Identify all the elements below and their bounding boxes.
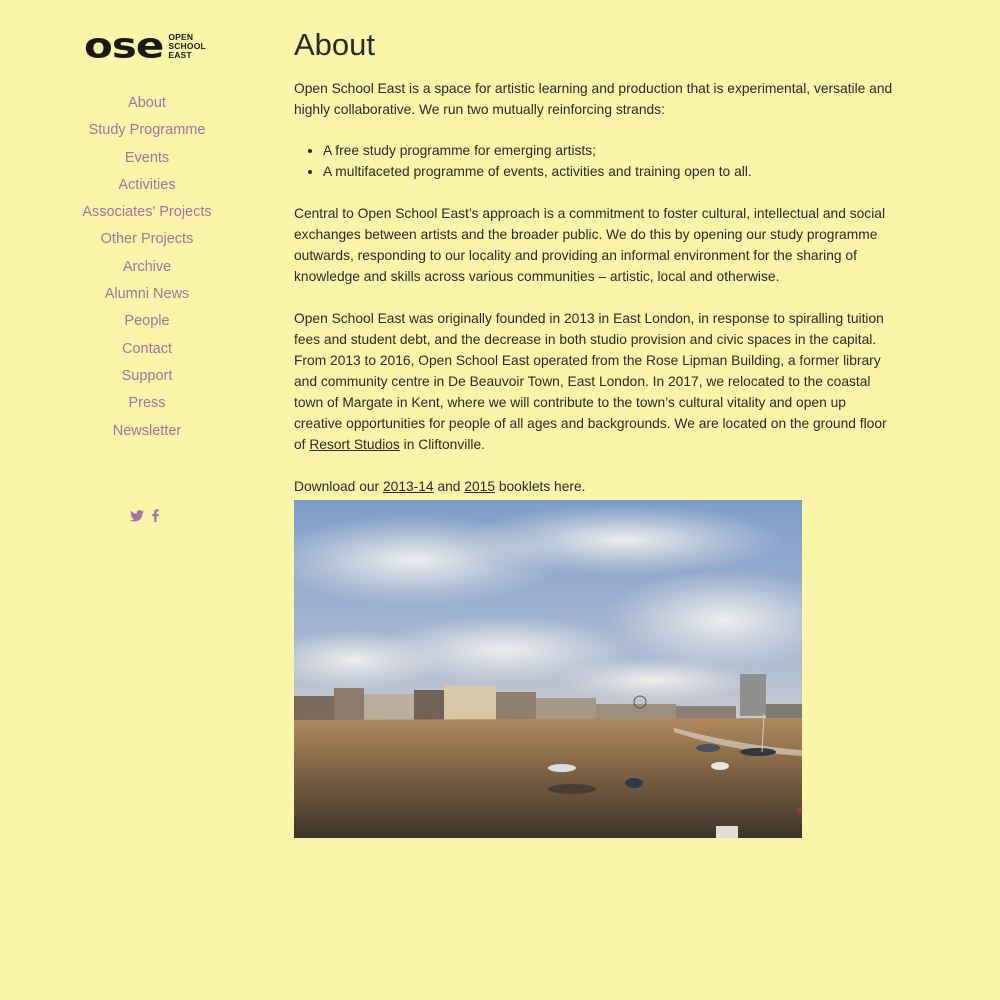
resort-studios-link[interactable]: Resort Studios [309, 437, 400, 452]
nav-link[interactable]: Archive [122, 258, 172, 275]
nav-item-study-programme [0, 119, 294, 146]
nav-item-contact [0, 338, 294, 365]
download-text-mid: and [433, 479, 465, 494]
download-text: Download our [294, 479, 383, 494]
site-logo[interactable] [84, 25, 214, 66]
nav-item-people [0, 310, 294, 337]
history-text: Open School East was originally founded in 2013 in East London, in response to spiralling tuition fees and student debt, and the decrease in both studio provision and civic spaces in the capital. From 2013 to 2016, Open School East operated from the Rose Lipman Building, a former library and community centre in De Beauvoir Town, East London. In 2017, we relocated to the coastal town of Margate in Kent, where we will contribute to the town’s cultural vitality and open up creative opportunities for people of all ages and backgrounds. We are located on the ground floor of [294, 311, 887, 452]
social-links [130, 509, 159, 522]
nav-link[interactable]: Other Projects [100, 231, 194, 248]
approach-paragraph: Central to Open School East’s approach is a commitment to foster cultural, intellectual and social exchanges between artists and the broader public. We do this by opening our study programme outwards, responding to our locality and providing an informal environment for the sharing of knowledge and skills across various communities – artistic, local and otherwise. [294, 206, 886, 284]
nav-link[interactable]: Support [121, 367, 173, 384]
logo-wordmark [168, 33, 206, 60]
nav-link[interactable]: Study Programme [88, 122, 206, 139]
history-text-end: in Cliftonville. [399, 437, 485, 452]
list-item: • A free study programme for emerging artists; [323, 141, 894, 162]
download-text-end: booklets here. [495, 479, 586, 494]
nav-link[interactable]: Newsletter [112, 422, 182, 439]
strands-list [294, 141, 894, 182]
about-text [294, 78, 894, 518]
nav-item-about [0, 92, 294, 119]
download-paragraph [294, 476, 894, 497]
nav-item-support [0, 365, 294, 392]
nav-item-activities [0, 174, 294, 201]
nav-item-archive [0, 256, 294, 283]
page-title: About [294, 27, 376, 62]
nav-link[interactable]: Events [124, 149, 170, 166]
nav-link[interactable]: Activities [118, 176, 176, 193]
nav-item-press [0, 392, 294, 419]
nav-link[interactable]: Contact [122, 340, 172, 357]
nav-link[interactable]: Associates' Projects [82, 204, 212, 221]
history-paragraph [294, 308, 894, 455]
nav-link[interactable]: Alumni News [104, 286, 190, 303]
twitter-icon[interactable] [130, 510, 144, 522]
logo-line: SCHOOL [168, 40, 206, 51]
main-nav [0, 92, 294, 447]
nav-link[interactable]: Press [128, 395, 166, 412]
facebook-icon[interactable] [152, 509, 159, 522]
booklet-2015-link[interactable]: 2015 [464, 479, 495, 494]
margate-seafront-photo [294, 500, 802, 838]
nav-item-alumni-news [0, 283, 294, 310]
nav-item-newsletter [0, 420, 294, 447]
nav-item-other-projects [0, 228, 294, 255]
booklet-2013-14-link[interactable]: 2013-14 [382, 479, 434, 494]
nav-item-events [0, 147, 294, 174]
intro-paragraph: Open School East is a space for artistic learning and production that is experimental, versatile and highly collaborative. We run two mutually reinforcing strands: [294, 81, 893, 117]
nav-link[interactable]: People [124, 313, 170, 330]
logo-mark: ose [84, 25, 164, 66]
logo-line: OPEN [168, 31, 194, 42]
nav-link[interactable]: About [128, 95, 166, 111]
nav-item-associates-projects [0, 201, 294, 228]
list-item: • A multifaceted programme of events, activities and training open to all. [323, 162, 894, 183]
logo-line: EAST [168, 49, 192, 60]
